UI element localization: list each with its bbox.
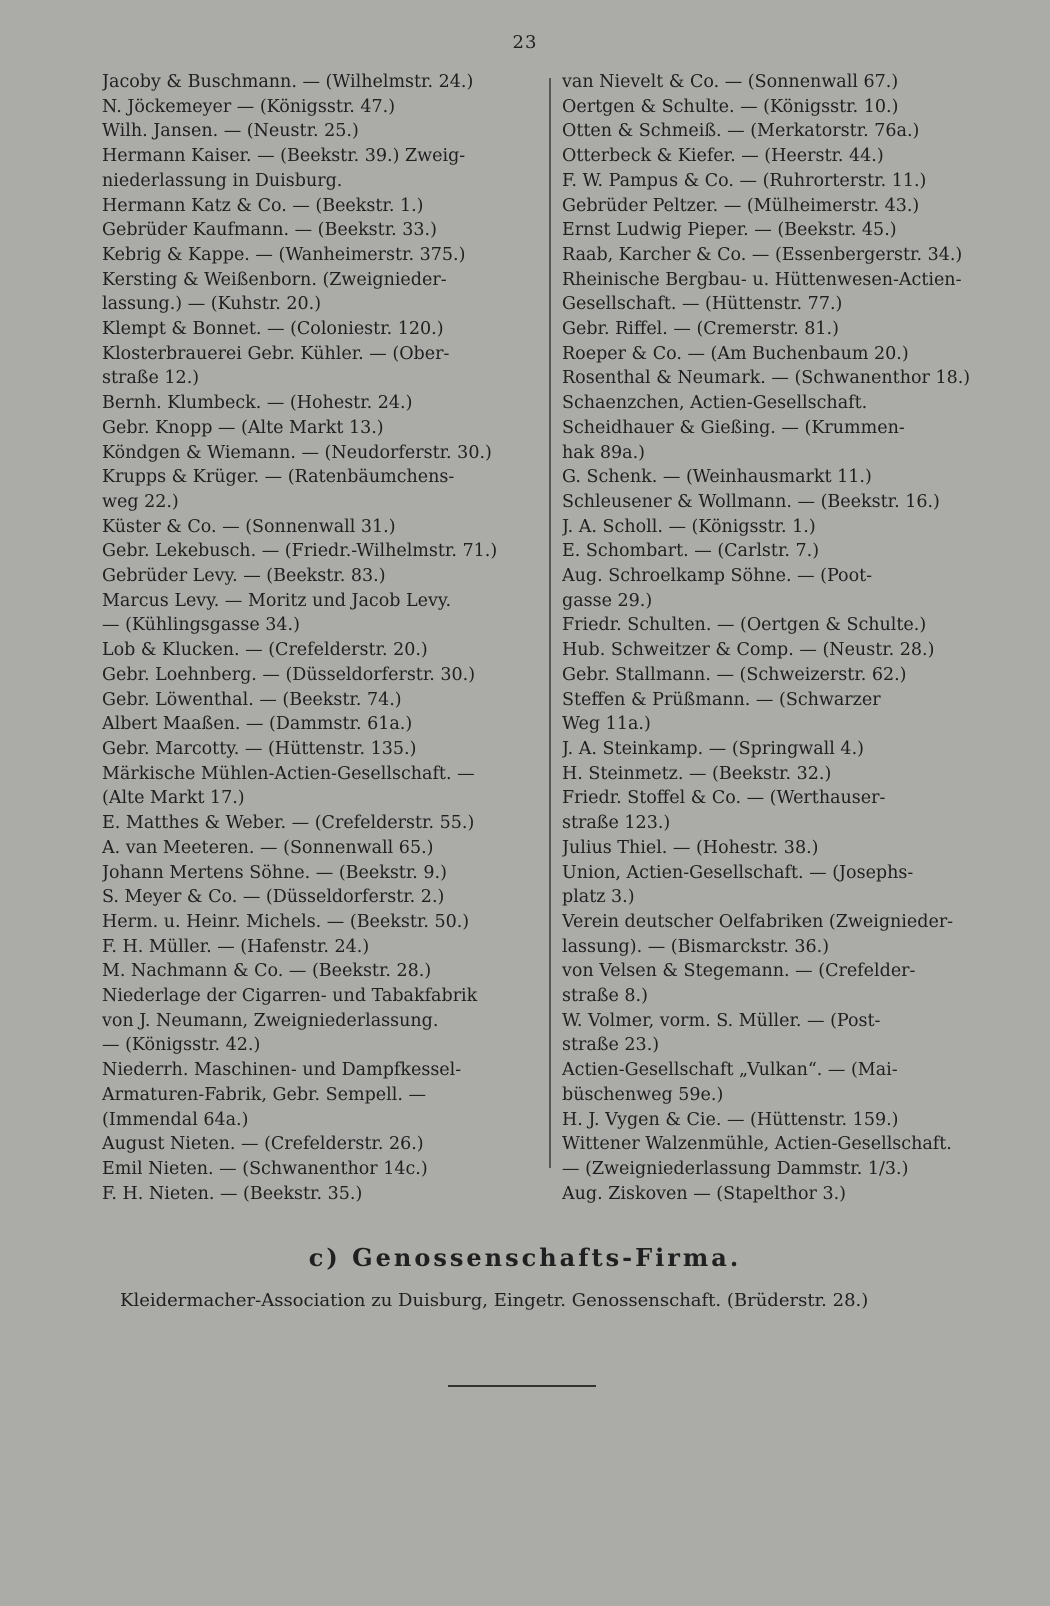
entry-line: Gebr. Loehnberg. — (Düsseldorferstr. 30.) — [102, 664, 476, 685]
directory-entry — [562, 1058, 1012, 1107]
entry-line: Gebrüder Peltzer. — (Mülheimerstr. 43.) — [562, 195, 920, 216]
directory-entry — [562, 416, 1012, 465]
directory-entry — [562, 1132, 1012, 1181]
entry-line: Weg 11a.) — [562, 714, 651, 735]
directory-entry — [562, 218, 1012, 243]
directory-entry — [102, 465, 542, 514]
entry-line: J. A. Steinkamp. — (Springwall 4.) — [562, 738, 864, 759]
entry-line: G. Schenk. — (Weinhausmarkt 11.) — [562, 467, 872, 488]
directory-entry — [562, 861, 1012, 910]
directory-entry — [562, 391, 1012, 416]
directory-entry — [102, 144, 542, 193]
entry-line: weg 22.) — [102, 491, 179, 512]
entry-line: straße 12.) — [102, 368, 200, 389]
directory-entry — [102, 959, 542, 984]
entry-line: lassung.) — (Kuhstr. 20.) — [102, 294, 322, 315]
directory-entry — [102, 416, 542, 441]
directory-entry — [102, 836, 542, 861]
entry-line: hak 89a.) — [562, 442, 645, 463]
entry-line: Aug. Ziskoven — (Stapelthor 3.) — [562, 1183, 846, 1204]
directory-entry — [562, 836, 1012, 861]
directory-entry — [102, 935, 542, 960]
directory-entry — [102, 811, 542, 836]
entry-line: Emil Nieten. — (Schwanenthor 14c.) — [102, 1158, 428, 1179]
entry-line: E. Schombart. — (Carlstr. 7.) — [562, 541, 820, 562]
left-column — [102, 70, 542, 1206]
cooperative-entry: Kleidermacher-Association zu Duisburg, Eingetr. Genossenschaft. (Brüderstr. 28.) — [120, 1290, 869, 1311]
entry-line: van Nievelt & Co. — (Sonnenwall 67.) — [562, 72, 899, 92]
entry-line: büschenweg 59e.) — [562, 1084, 724, 1105]
entry-line: Rosenthal & Neumark. — (Schwanenthor 18.) — [562, 368, 971, 389]
entry-line: (Immendal 64a.) — [102, 1109, 249, 1130]
entry-line: Union, Actien-Gesellschaft. — (Josephs- — [562, 862, 914, 883]
directory-entry — [562, 688, 1012, 737]
directory-entry — [562, 762, 1012, 787]
entry-line: A. van Meeteren. — (Sonnenwall 65.) — [102, 837, 434, 858]
entry-line: Ernst Ludwig Pieper. — (Beekstr. 45.) — [562, 220, 897, 241]
directory-entry — [562, 317, 1012, 342]
entry-line: Schleusener & Wollmann. — (Beekstr. 16.) — [562, 491, 940, 512]
entry-line: H. Steinmetz. — (Beekstr. 32.) — [562, 763, 832, 784]
directory-entry — [562, 342, 1012, 367]
entry-line: Rheinische Bergbau- u. Hüttenwesen-Actien- — [562, 269, 962, 290]
directory-entry — [562, 119, 1012, 144]
directory-entry — [562, 663, 1012, 688]
entry-line: Herm. u. Heinr. Michels. — (Beekstr. 50.) — [102, 911, 470, 932]
entry-line: Hermann Katz & Co. — (Beekstr. 1.) — [102, 195, 424, 216]
entry-line: — (Königsstr. 42.) — [102, 1035, 261, 1056]
directory-entry — [562, 366, 1012, 391]
directory-entry — [562, 638, 1012, 663]
entry-line: lassung). — (Bismarckstr. 36.) — [562, 936, 830, 957]
entry-line: Friedr. Schulten. — (Oertgen & Schulte.) — [562, 615, 927, 636]
directory-entry — [562, 786, 1012, 835]
entry-line: Gebr. Stallmann. — (Schweizerstr. 62.) — [562, 664, 907, 685]
entry-line: Actien-Gesellschaft „Vulkan“. — (Mai- — [562, 1060, 898, 1081]
directory-entry — [102, 243, 542, 268]
entry-line: Otten & Schmeiß. — (Merkatorstr. 76a.) — [562, 121, 920, 142]
entry-line: Niederrh. Maschinen- und Dampfkessel- — [102, 1060, 462, 1081]
entry-line: straße 123.) — [562, 813, 671, 834]
directory-entry — [102, 1132, 542, 1157]
entry-line: Schaenzchen, Actien-Gesellschaft. — [562, 393, 868, 414]
entry-line: F. H. Müller. — (Hafenstr. 24.) — [102, 936, 370, 957]
entry-line: Gebr. Knopp — (Alte Markt 13.) — [102, 417, 384, 438]
directory-entry — [102, 515, 542, 540]
entry-line: Steffen & Prüßmann. — (Schwarzer — [562, 689, 881, 710]
entry-line: F. W. Pampus & Co. — (Ruhrorterstr. 11.) — [562, 170, 927, 191]
directory-entry — [102, 95, 542, 120]
entry-line: gasse 29.) — [562, 590, 653, 611]
entry-line: — (Kühlingsgasse 34.) — [102, 615, 300, 636]
directory-entry — [102, 638, 542, 663]
directory-entry — [102, 984, 542, 1058]
directory-entry — [102, 119, 542, 144]
directory-entry — [562, 959, 1012, 1008]
entry-line: Armaturen-Fabrik, Gebr. Sempell. — — [102, 1084, 426, 1105]
directory-entry — [562, 564, 1012, 613]
entry-line: Klosterbrauerei Gebr. Kühler. — (Ober- — [102, 343, 450, 364]
entry-line: Gebr. Löwenthal. — (Beekstr. 74.) — [102, 689, 402, 710]
directory-entry — [102, 342, 542, 391]
entry-line: Klempt & Bonnet. — (Coloniestr. 120.) — [102, 319, 444, 340]
entry-line: H. J. Vygen & Cie. — (Hüttenstr. 159.) — [562, 1109, 899, 1130]
entry-line: Aug. Schroelkamp Söhne. — (Poot- — [562, 566, 873, 587]
directory-entry — [562, 465, 1012, 490]
directory-entry — [562, 243, 1012, 268]
column-divider — [549, 78, 551, 1168]
entry-line: Wilh. Jansen. — (Neustr. 25.) — [102, 121, 359, 142]
entry-line: Gebr. Lekebusch. — (Friedr.-Wilhelmstr. 71.) — [102, 541, 498, 562]
entry-line: Gebr. Marcotty. — (Hüttenstr. 135.) — [102, 738, 417, 759]
entry-line: Krupps & Krüger. — (Ratenbäumchens- — [102, 467, 455, 488]
entry-line: straße 8.) — [562, 986, 648, 1007]
section-heading: c) Genossenschafts-Firma. — [308, 1243, 742, 1272]
entry-line: Gesellschaft. — (Hüttenstr. 77.) — [562, 294, 843, 315]
directory-entry — [562, 169, 1012, 194]
directory-entry — [102, 1182, 542, 1207]
directory-entry — [562, 194, 1012, 219]
entry-line: E. Matthes & Weber. — (Crefelderstr. 55.) — [102, 813, 475, 834]
directory-entry — [102, 762, 542, 811]
entry-line: Jacoby & Buschmann. — (Wilhelmstr. 24.) — [102, 72, 474, 92]
directory-entry — [102, 1157, 542, 1182]
directory-entry — [102, 589, 542, 638]
page-number: 23 — [512, 32, 538, 53]
entry-line: straße 23.) — [562, 1035, 660, 1056]
entry-line: von Velsen & Stegemann. — (Crefelder- — [562, 961, 916, 982]
directory-entry — [562, 70, 1012, 95]
entry-line: Friedr. Stoffel & Co. — (Werthauser- — [562, 788, 886, 809]
entry-line: — (Zweigniederlassung Dammstr. 1/3.) — [562, 1158, 909, 1179]
entry-line: Kebrig & Kappe. — (Wanheimerstr. 375.) — [102, 244, 466, 265]
directory-entry — [102, 317, 542, 342]
entry-line: Gebrüder Levy. — (Beekstr. 83.) — [102, 566, 386, 587]
entry-line: niederlassung in Duisburg. — [102, 170, 343, 191]
entry-line: F. H. Nieten. — (Beekstr. 35.) — [102, 1183, 363, 1204]
entry-line: J. A. Scholl. — (Königsstr. 1.) — [562, 516, 816, 537]
directory-entry — [102, 218, 542, 243]
directory-entry — [102, 539, 542, 564]
directory-entry — [562, 490, 1012, 515]
directory-entry — [562, 910, 1012, 959]
entry-line: Lob & Klucken. — (Crefelderstr. 20.) — [102, 640, 428, 661]
directory-entry — [562, 515, 1012, 540]
directory-entry — [562, 1108, 1012, 1133]
entry-line: W. Volmer, vorm. S. Müller. — (Post- — [562, 1010, 881, 1031]
entry-line: Märkische Mühlen-Actien-Gesellschaft. — — [102, 763, 475, 784]
directory-entry — [562, 144, 1012, 169]
entry-line: Otterbeck & Kiefer. — (Heerstr. 44.) — [562, 146, 884, 167]
entry-line: Roeper & Co. — (Am Buchenbaum 20.) — [562, 343, 909, 364]
entry-line: von J. Neumann, Zweigniederlassung. — [102, 1010, 439, 1031]
entry-line: Küster & Co. — (Sonnenwall 31.) — [102, 516, 396, 537]
entry-line: Scheidhauer & Gießing. — (Krummen- — [562, 417, 905, 438]
closing-rule — [448, 1385, 596, 1387]
right-column — [562, 70, 1012, 1206]
entry-line: Niederlage der Cigarren- und Tabakfabrik — [102, 986, 478, 1007]
entry-line: Hub. Schweitzer & Comp. — (Neustr. 28.) — [562, 640, 935, 661]
entry-line: Wittener Walzenmühle, Actien-Gesellschaft. — [562, 1134, 952, 1155]
directory-entry — [102, 70, 542, 95]
directory-entry — [102, 910, 542, 935]
entry-line: Hermann Kaiser. — (Beekstr. 39.) Zweig- — [102, 146, 466, 167]
directory-entry — [562, 268, 1012, 317]
entry-line: Albert Maaßen. — (Dammstr. 61a.) — [102, 714, 413, 735]
directory-entry — [102, 737, 542, 762]
directory-entry — [562, 539, 1012, 564]
directory-entry — [562, 1182, 1012, 1207]
directory-entry — [102, 885, 542, 910]
directory-entry — [102, 564, 542, 589]
entry-line: N. Jöckemeyer — (Königsstr. 47.) — [102, 96, 396, 117]
entry-line: August Nieten. — (Crefelderstr. 26.) — [102, 1134, 424, 1155]
directory-entry — [102, 861, 542, 886]
entry-line: Johann Mertens Söhne. — (Beekstr. 9.) — [102, 862, 447, 883]
entry-line: Verein deutscher Oelfabriken (Zweignieder- — [562, 911, 954, 932]
directory-entry — [102, 663, 542, 688]
entry-line: (Alte Markt 17.) — [102, 788, 245, 809]
entry-line: Kersting & Weißenborn. (Zweignieder- — [102, 269, 447, 290]
directory-entry — [562, 737, 1012, 762]
entry-line: Köndgen & Wiemann. — (Neudorferstr. 30.) — [102, 442, 492, 463]
entry-line: Julius Thiel. — (Hohestr. 38.) — [562, 837, 819, 858]
directory-entry — [562, 613, 1012, 638]
entry-line: Gebr. Riffel. — (Cremerstr. 81.) — [562, 319, 839, 340]
directory-entry — [102, 268, 542, 317]
directory-entry — [562, 95, 1012, 120]
entry-line: platz 3.) — [562, 887, 635, 908]
entry-line: M. Nachmann & Co. — (Beekstr. 28.) — [102, 961, 432, 982]
entry-line: Gebrüder Kaufmann. — (Beekstr. 33.) — [102, 220, 437, 241]
entry-line: Oertgen & Schulte. — (Königsstr. 10.) — [562, 96, 899, 117]
directory-entry — [102, 391, 542, 416]
directory-entry — [102, 441, 542, 466]
directory-entry — [102, 712, 542, 737]
entry-line: Raab, Karcher & Co. — (Essenbergerstr. 34.) — [562, 244, 963, 265]
entry-line: Bernh. Klumbeck. — (Hohestr. 24.) — [102, 393, 413, 414]
directory-entry — [102, 1058, 542, 1132]
entry-line: S. Meyer & Co. — (Düsseldorferstr. 2.) — [102, 887, 445, 908]
directory-entry — [562, 1009, 1012, 1058]
directory-entry — [102, 194, 542, 219]
directory-entry — [102, 688, 542, 713]
entry-line: Marcus Levy. — Moritz und Jacob Levy. — [102, 590, 452, 611]
